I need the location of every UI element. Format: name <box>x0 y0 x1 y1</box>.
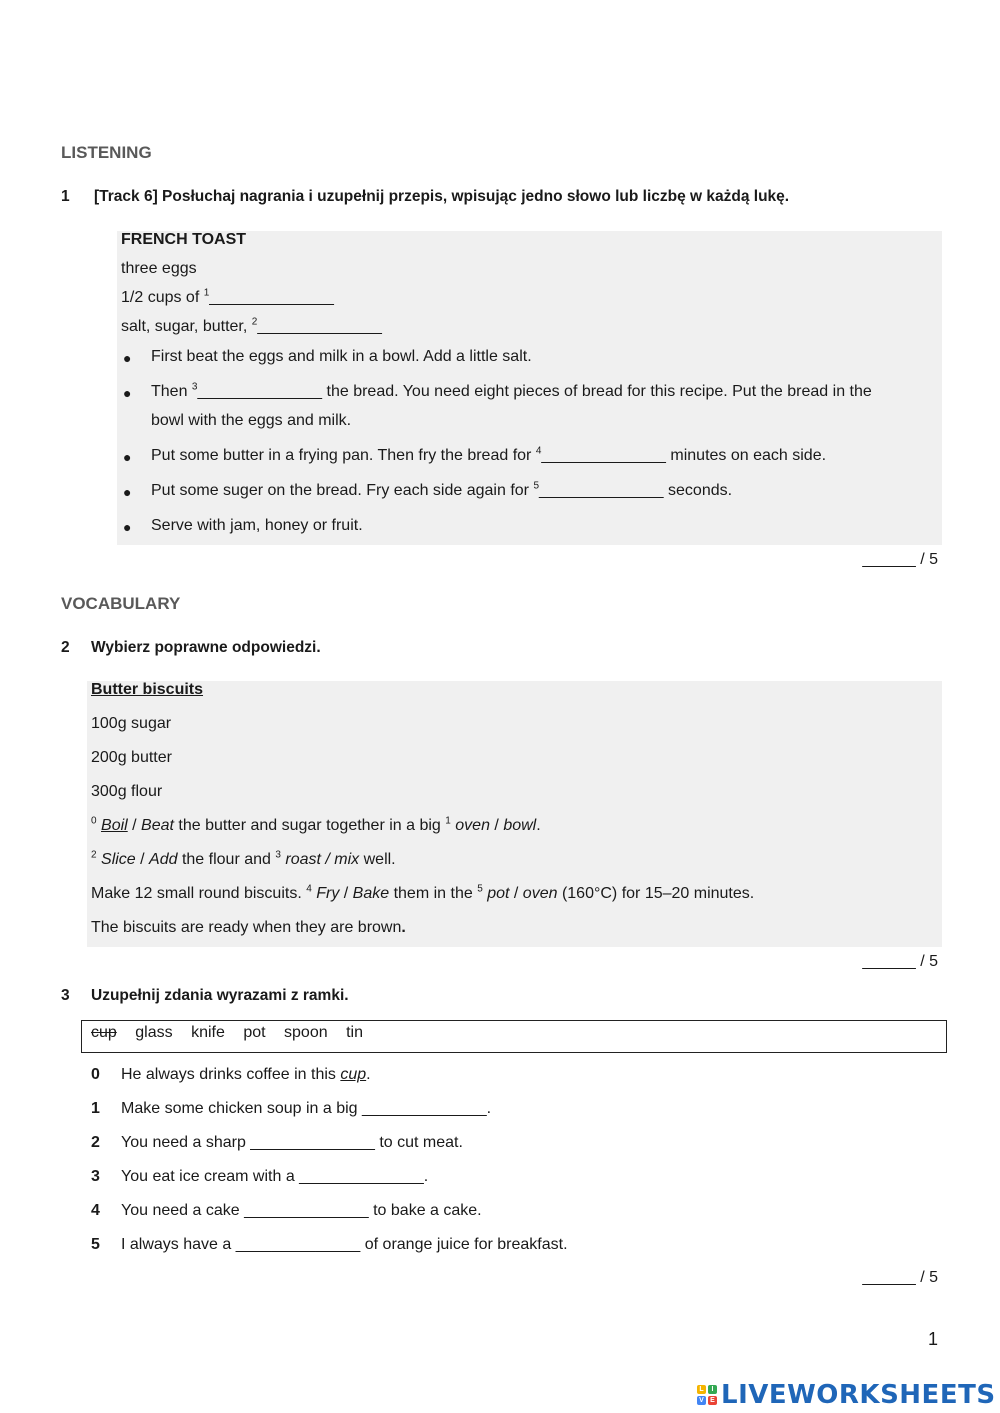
score-exercise-1[interactable]: ______ / 5 <box>862 551 938 568</box>
exercise-1-instruction: [Track 6] Posłuchaj nagrania i uzupełnij przepis, wpisując jedno słowo lub liczbę w każdą lukę. <box>94 188 790 205</box>
sentence-text: He always drinks coffee in this <box>121 1066 341 1083</box>
sentence-number: 2 <box>91 1134 100 1151</box>
word-box-item: spoon <box>284 1024 328 1041</box>
fill-sentence-2 <box>91 1134 463 1152</box>
score-exercise-3[interactable]: ______ / 5 <box>862 1269 938 1286</box>
sentence-text: You need a sharp <box>121 1134 251 1151</box>
exercise-2-instruction: Wybierz poprawne odpowiedzi. <box>91 639 321 656</box>
gap-number: 1 <box>203 287 210 299</box>
choice-option-selected[interactable]: Boil <box>101 817 128 834</box>
sentence-text: the flour and <box>177 851 276 868</box>
step-text: seconds. <box>663 482 733 499</box>
score-exercise-2[interactable]: ______ / 5 <box>862 953 938 970</box>
logo-letter-v: V <box>697 1396 706 1405</box>
logo-letter-e: E <box>708 1396 717 1405</box>
sentence-text: them in the <box>389 885 478 902</box>
sentence-text: to bake a cake. <box>368 1202 482 1219</box>
sentence-number: 3 <box>91 1168 100 1185</box>
choice-sentence-0-1 <box>91 817 541 835</box>
exercise-1-number: 1 <box>61 188 70 205</box>
choice-option[interactable]: Slice <box>101 851 136 868</box>
fill-sentence-3 <box>91 1168 428 1186</box>
answer-gap[interactable]: ______________ <box>362 1100 487 1117</box>
sentence-text: Make some chicken soup in a big <box>121 1100 363 1117</box>
page-number: 1 <box>927 1329 938 1349</box>
exercise-3-instruction: Uzupełnij zdania wyrazami z ramki. <box>91 987 349 1004</box>
word-box-item-used: cup <box>91 1024 117 1041</box>
liveworksheets-logo <box>697 1380 996 1410</box>
fill-sentence-5 <box>91 1236 568 1254</box>
choice-option[interactable]: Add <box>149 851 178 868</box>
item-number: 2 <box>91 849 97 861</box>
fill-sentence-1 <box>91 1100 491 1118</box>
step-text: minutes on each side. <box>665 447 827 464</box>
answer-gap[interactable]: ______________ <box>235 1236 361 1253</box>
answer-gap-3[interactable]: ______________ <box>197 383 323 400</box>
step-text: the bread. You need eight pieces of bread for this recipe. Put the bread in the <box>322 383 872 400</box>
recipe-title-butter-biscuits: Butter biscuits <box>91 681 204 698</box>
sentence-text: (160°C) for 15–20 minutes. <box>557 885 755 902</box>
ingredient-text: salt, sugar, butter, <box>121 318 252 335</box>
logo-mark-icon <box>697 1385 717 1405</box>
choice-option[interactable]: Beat <box>141 817 174 834</box>
choice-option[interactable]: Bake <box>352 885 390 902</box>
sentence-text: to cut meat. <box>374 1134 463 1151</box>
choice-option[interactable]: bowl <box>503 817 537 834</box>
sentence-text: Make 12 small round biscuits. <box>91 885 307 902</box>
answer-gap[interactable]: ______________ <box>299 1168 424 1185</box>
bullet-icon: ● <box>123 519 132 535</box>
bullet-icon: ● <box>123 484 132 500</box>
recipe-step-2 <box>151 383 872 401</box>
sentence-text: You eat ice cream with a <box>121 1168 300 1185</box>
fill-sentence-0 <box>91 1066 371 1084</box>
recipe-step-5: Serve with jam, honey or fruit. <box>151 517 363 534</box>
bullet-icon: ● <box>123 350 132 366</box>
logo-letter-i: I <box>708 1385 717 1394</box>
choice-option[interactable]: Fry <box>316 885 340 902</box>
word-box-item: knife <box>191 1024 225 1041</box>
ingredient-line: three eggs <box>121 260 197 277</box>
exercise-2-number: 2 <box>61 639 70 656</box>
bullet-icon: ● <box>123 385 132 401</box>
sentence-text: well. <box>359 851 396 868</box>
choice-options[interactable]: roast / mix <box>285 851 360 868</box>
ingredient-line: 100g sugar <box>91 715 172 732</box>
item-number: 3 <box>275 849 281 861</box>
brand-name: LIVEWORKSHEETS <box>721 1380 996 1410</box>
sentence-text: the butter and sugar together in a big <box>173 817 446 834</box>
ingredient-text: 1/2 cups of <box>121 289 204 306</box>
gap-number: 3 <box>191 381 198 393</box>
bullet-icon: ● <box>123 449 132 465</box>
ingredient-line: 300g flour <box>91 783 163 800</box>
item-number: 5 <box>477 883 483 895</box>
sentence-text: The biscuits are ready when they are brown <box>91 919 402 936</box>
item-number: 0 <box>91 815 97 827</box>
sentence-number: 0 <box>91 1066 100 1083</box>
word-box-items <box>91 1024 377 1042</box>
choice-sentence-2-3 <box>91 851 396 869</box>
gap-number: 2 <box>251 316 258 328</box>
answer-gap[interactable]: ______________ <box>244 1202 369 1219</box>
recipe-title-french-toast: FRENCH TOAST <box>121 231 247 248</box>
sentence-number: 1 <box>91 1100 100 1117</box>
sentence-text: . <box>366 1066 371 1083</box>
section-title-vocabulary: VOCABULARY <box>61 594 181 613</box>
word-box-item: pot <box>243 1024 266 1041</box>
word-box-item: glass <box>135 1024 173 1041</box>
choice-separator: / <box>127 817 142 834</box>
recipe-box-butter-biscuits <box>87 681 942 947</box>
choice-separator: / <box>135 851 150 868</box>
choice-sentence-4-5 <box>91 885 754 903</box>
choice-option[interactable]: oven <box>455 817 490 834</box>
sentence-text: . <box>423 1168 429 1185</box>
step-text: Then <box>151 383 192 400</box>
sentence-number: 4 <box>91 1202 100 1219</box>
choice-option[interactable]: oven <box>522 885 558 902</box>
recipe-step-4 <box>151 482 732 500</box>
recipe-final-line <box>91 919 406 937</box>
answer-gap-5[interactable]: ______________ <box>539 482 664 499</box>
sentence-text: . <box>401 919 406 936</box>
section-title-listening: LISTENING <box>61 143 152 162</box>
word-box-item: tin <box>346 1024 363 1041</box>
gap-number: 5 <box>533 480 539 492</box>
item-number: 4 <box>306 883 312 895</box>
answer-gap[interactable]: ______________ <box>250 1134 375 1151</box>
sentence-text: I always have a <box>121 1236 236 1253</box>
sentence-text: of orange juice for breakfast. <box>360 1236 568 1253</box>
sentence-text: You need a cake <box>121 1202 245 1219</box>
word-box <box>81 1020 947 1053</box>
recipe-step-2-continued: bowl with the eggs and milk. <box>151 412 352 429</box>
choice-separator: / <box>509 885 523 902</box>
answer-gap-2[interactable]: ______________ <box>257 318 382 335</box>
step-text: Put some butter in a frying pan. Then fry the bread for <box>151 447 536 464</box>
logo-letter-l: L <box>697 1385 706 1394</box>
sentence-text: . <box>536 817 541 834</box>
choice-separator: / <box>489 817 504 834</box>
fill-sentence-4 <box>91 1202 482 1220</box>
choice-separator: / <box>339 885 353 902</box>
sentence-number: 5 <box>91 1236 100 1253</box>
recipe-step-1: First beat the eggs and milk in a bowl. Add a little salt. <box>151 348 532 365</box>
ingredient-line-gap-2 <box>121 318 382 336</box>
answer-gap-4[interactable]: ______________ <box>541 447 666 464</box>
example-answer: cup <box>340 1066 367 1083</box>
recipe-step-3 <box>151 447 826 465</box>
step-text: Put some suger on the bread. Fry each side again for <box>151 482 534 499</box>
ingredient-line-gap-1 <box>121 289 334 307</box>
gap-number: 4 <box>535 445 542 457</box>
ingredient-line: 200g butter <box>91 749 172 766</box>
choice-option[interactable]: pot <box>487 885 510 902</box>
item-number: 1 <box>445 815 451 827</box>
sentence-text: . <box>486 1100 492 1117</box>
answer-gap-1[interactable]: ______________ <box>209 289 334 306</box>
exercise-3-number: 3 <box>61 987 70 1004</box>
